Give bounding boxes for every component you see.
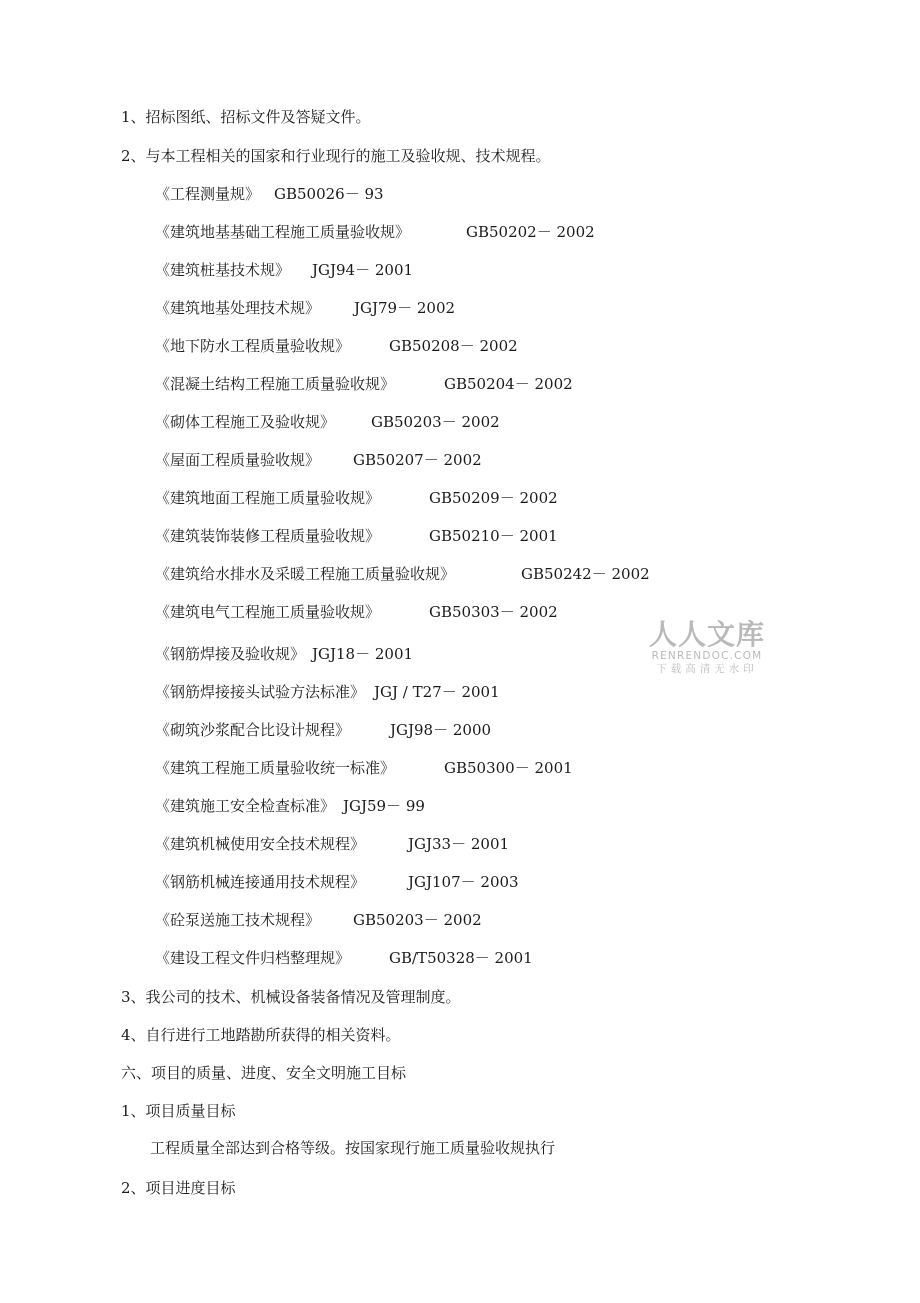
watermark-title: 人人文库 <box>648 618 765 651</box>
standard-name: 《建筑电气工程施工质量验收规》 <box>155 603 381 621</box>
standard-code: GB50210－ 2001 <box>429 527 558 545</box>
standard-code: GB50204－ 2002 <box>444 375 573 393</box>
standard-code: GB50209－ 2002 <box>429 489 558 507</box>
standard-code: JGJ59－ 99 <box>343 797 425 815</box>
standard-name: 《地下防水工程质量验收规》 <box>155 337 351 355</box>
standard-name: 《砌体工程施工及验收规》 <box>155 413 336 431</box>
watermark-url: RENRENDOC.COM <box>651 650 763 662</box>
standard-name: 《工程测量规》 <box>155 185 261 203</box>
standard-code: JGJ107－ 2003 <box>408 873 519 891</box>
standard-code: GB50208－ 2002 <box>389 337 518 355</box>
standard-code: JGJ79－ 2002 <box>354 299 456 317</box>
subsection-heading-schedule: 2、项目进度目标 <box>121 1179 236 1197</box>
watermark-subtitle: 下载高清无水印 <box>656 663 758 675</box>
standard-name: 《钢筋机械连接通用技术规程》 <box>155 873 366 891</box>
list-item-2: 2、与本工程相关的国家和行业现行的施工及验收规、技术规程。 <box>121 147 551 165</box>
standard-name: 《建筑给水排水及采暖工程施工质量验收规》 <box>155 565 456 583</box>
list-item-1: 1、招标图纸、招标文件及答疑文件。 <box>121 108 371 126</box>
standard-name: 《建筑机械使用安全技术规程》 <box>155 835 366 853</box>
list-item-3: 3、我公司的技术、机械设备装备情况及管理制度。 <box>121 988 461 1006</box>
quality-target-text: 工程质量全部达到合格等级。按国家现行施工质量验收规执行 <box>150 1139 556 1157</box>
standard-code: GB50202－ 2002 <box>466 223 595 241</box>
standard-name: 《屋面工程质量验收规》 <box>155 451 321 469</box>
standard-code: JGJ98－ 2000 <box>390 721 492 739</box>
standard-name: 《建筑装饰装修工程质量验收规》 <box>155 527 381 545</box>
standard-name: 《建筑地基基础工程施工质量验收规》 <box>155 223 411 241</box>
standard-code: GB50207－ 2002 <box>353 451 482 469</box>
standard-name: 《钢筋焊接接头试验方法标准》 <box>155 683 366 701</box>
standard-name: 《钢筋焊接及验收规》 <box>155 645 306 663</box>
standard-code: JGJ94－ 2001 <box>312 261 414 279</box>
watermark-logo <box>642 620 772 676</box>
standard-code: JGJ18－ 2001 <box>312 645 414 663</box>
standard-name: 《砌筑沙浆配合比设计规程》 <box>155 721 351 739</box>
list-item-4: 4、自行进行工地踏勘所获得的相关资料。 <box>121 1026 401 1044</box>
standard-code: GB50242－ 2002 <box>521 565 650 583</box>
standard-code: JGJ / T27－ 2001 <box>374 683 500 701</box>
section-heading: 六、项目的质量、进度、安全文明施工目标 <box>121 1064 407 1082</box>
standard-name: 《混凝土结构工程施工质量验收规》 <box>155 375 396 393</box>
standard-code: GB/T50328－ 2001 <box>389 949 533 967</box>
standard-code: GB50303－ 2002 <box>429 603 558 621</box>
standard-name: 《砼泵送施工技术规程》 <box>155 911 321 929</box>
standard-code: GB50203－ 2002 <box>371 413 500 431</box>
standard-name: 《建设工程文件归档整理规》 <box>155 949 351 967</box>
standard-name: 《建筑桩基技术规》 <box>155 261 291 279</box>
standard-code: GB50300－ 2001 <box>444 759 573 777</box>
standard-name: 《建筑地面工程施工质量验收规》 <box>155 489 381 507</box>
subsection-heading-quality: 1、项目质量目标 <box>121 1102 236 1120</box>
standard-name: 《建筑地基处理技术规》 <box>155 299 321 317</box>
standard-code: GB50026－ 93 <box>274 185 384 203</box>
standard-name: 《建筑施工安全检查标准》 <box>155 797 336 815</box>
standard-code: GB50203－ 2002 <box>353 911 482 929</box>
standard-code: JGJ33－ 2001 <box>408 835 510 853</box>
standard-name: 《建筑工程施工质量验收统一标准》 <box>155 759 396 777</box>
